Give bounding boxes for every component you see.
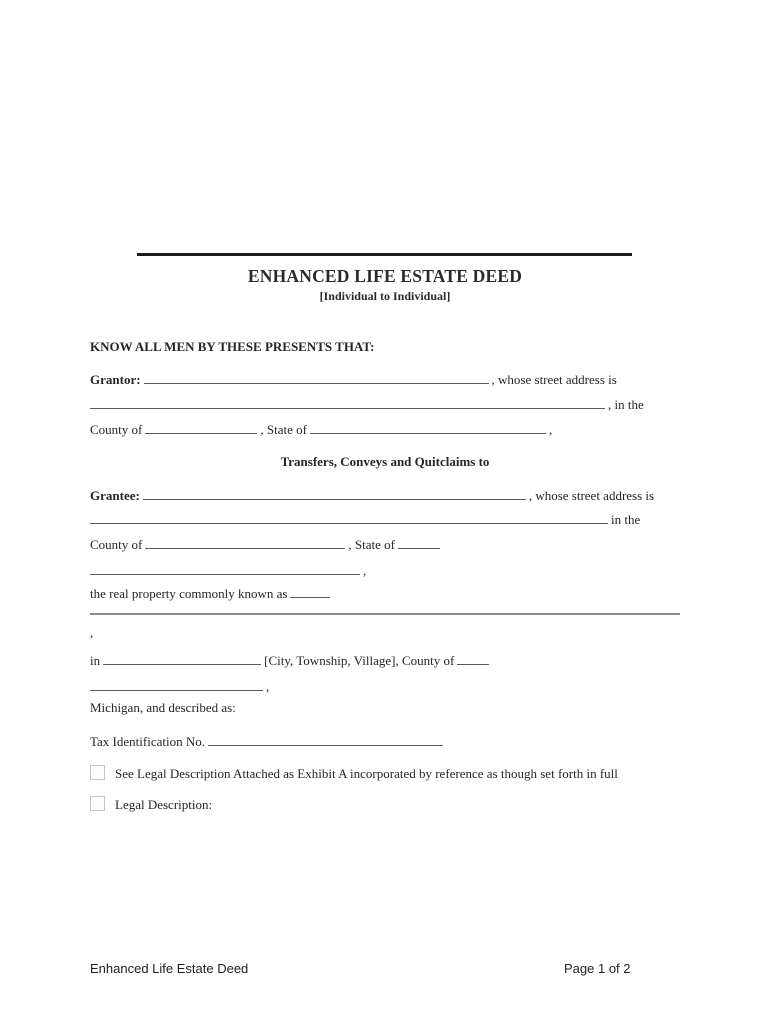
footer-page-number: Page 1 of 2: [564, 961, 631, 976]
grantor-label: Grantor:: [90, 372, 141, 387]
exhibit-a-checkbox[interactable]: [90, 765, 105, 780]
grantor-line-2: [90, 396, 680, 413]
grantor-whose-text: , whose street address is: [491, 372, 617, 387]
continuation-blank-line-2: [90, 678, 680, 695]
grantor-state-of-text: , State of: [260, 422, 307, 437]
grantee-state-of-text: , State of: [348, 537, 395, 552]
grantor-line-3: [90, 421, 680, 438]
continuation-blank-2[interactable]: [90, 678, 263, 691]
grantee-line-3: [90, 536, 680, 553]
tax-id-label: Tax Identification No.: [90, 734, 205, 749]
in-prefix-text: in: [90, 653, 101, 668]
grantee-line-2: [90, 511, 680, 528]
property-description-rule: [90, 613, 680, 615]
continuation-blank-line-1: [90, 562, 680, 579]
grantor-in-the-text: , in the: [608, 397, 644, 412]
grantor-state-blank[interactable]: [310, 421, 546, 434]
grantee-name-blank[interactable]: [143, 487, 526, 500]
legal-description-checkbox[interactable]: [90, 796, 105, 811]
grantor-county-of-text: County of: [90, 422, 143, 437]
comma-after-blank-1: ,: [363, 563, 367, 578]
known-as-line: [90, 585, 680, 602]
known-as-blank[interactable]: [290, 585, 330, 598]
city-blank[interactable]: [103, 652, 261, 665]
exhibit-a-label: See Legal Description Attached as Exhibit A incorporated by reference as though set forth in full: [115, 766, 618, 781]
grantee-label: Grantee:: [90, 488, 140, 503]
transfer-heading: Transfers, Conveys and Quitclaims to: [280, 454, 490, 469]
city-clause-text: [City, Township, Village], County of: [264, 653, 455, 668]
grantee-county-blank[interactable]: [145, 536, 345, 549]
known-as-text: the real property commonly known as: [90, 586, 288, 601]
grantee-line-1: [90, 487, 680, 504]
grantor-county-blank[interactable]: [145, 421, 257, 434]
comma-after-blank-2: ,: [266, 679, 270, 694]
footer-document-name: Enhanced Life Estate Deed: [90, 961, 249, 976]
grantor-trailing-comma: ,: [548, 422, 553, 437]
opening-heading: KNOW ALL MEN BY THESE PRESENTS THAT:: [90, 339, 375, 354]
legal-description-label: Legal Description:: [115, 797, 213, 812]
lone-comma-line: ,: [90, 625, 94, 640]
city-line: [90, 652, 680, 669]
michigan-line: Michigan, and described as:: [90, 700, 236, 715]
legal-description-row: [90, 796, 680, 813]
grantor-address-blank[interactable]: [90, 396, 605, 409]
tax-id-line: [90, 733, 680, 750]
tax-id-blank[interactable]: [208, 733, 443, 746]
title-divider-rule: [137, 253, 632, 256]
continuation-blank-1[interactable]: [90, 562, 360, 575]
grantor-name-blank[interactable]: [144, 371, 489, 384]
grantor-line-1: [90, 371, 680, 388]
grantee-state-blank[interactable]: [398, 536, 440, 549]
county-short-blank[interactable]: [457, 652, 489, 665]
grantee-in-the-text: in the: [611, 512, 641, 527]
grantee-whose-text: , whose street address is: [528, 488, 655, 503]
grantee-county-of-text: County of: [90, 537, 143, 552]
exhibit-a-row: [90, 765, 680, 782]
grantee-address-blank[interactable]: [90, 511, 608, 524]
page-subtitle: [Individual to Individual]: [319, 289, 451, 303]
page-title: ENHANCED LIFE ESTATE DEED: [247, 266, 523, 286]
